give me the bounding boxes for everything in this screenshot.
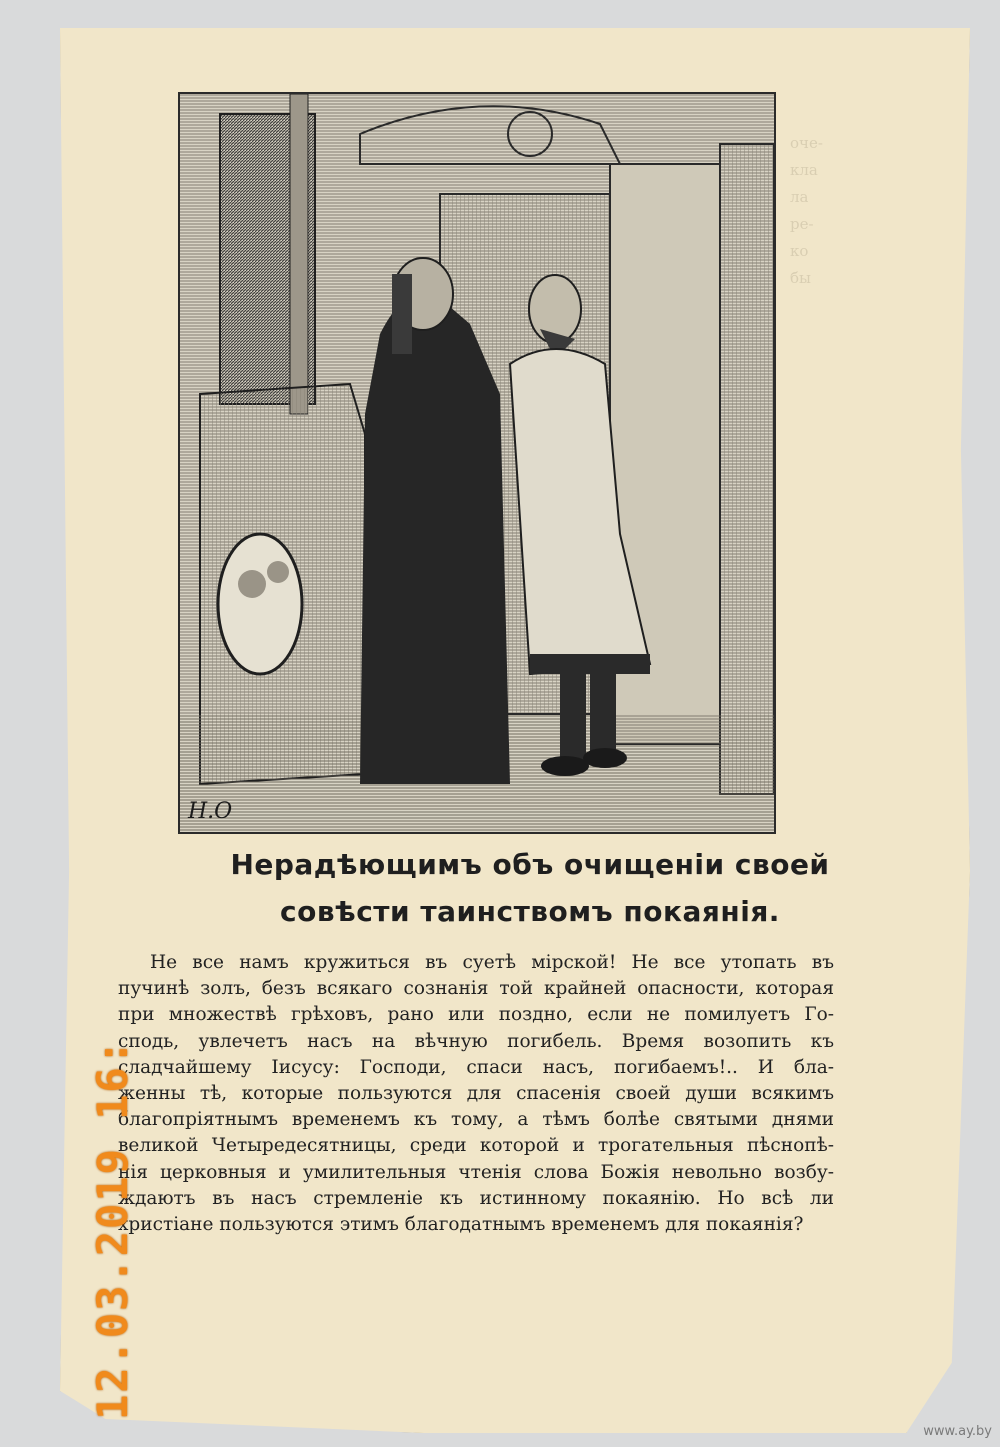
engraving-illustration bbox=[178, 92, 776, 834]
body-line: благопріятнымъ временемъ къ тому, а тѣмъ болѣе святыми днями bbox=[118, 1109, 834, 1131]
title-line-1: Нерадѣющимъ объ очищеніи своей bbox=[230, 848, 830, 881]
confession-scene-engraving bbox=[180, 94, 774, 832]
body-line: Не все намъ кружиться въ суетѣ мірской! Не все утопать въ bbox=[150, 952, 834, 973]
title-line-2: совѣсти таинствомъ покаянія. bbox=[280, 895, 780, 928]
body-line: при множествѣ грѣховъ, рано или поздно, если не помилуетъ Го- bbox=[118, 1004, 834, 1026]
body-line: женны тѣ, которые пользуются для спасенія своей души всякимъ bbox=[118, 1083, 834, 1105]
body-paragraph bbox=[118, 950, 834, 1238]
body-line: великой Четыредесятницы, среди которой и трогательныя пѣснопѣ- bbox=[118, 1135, 834, 1157]
body-line: пучинѣ золъ, безъ всякаго сознанія той крайней опасности, которая bbox=[118, 978, 834, 1000]
engraver-signature: Н.О bbox=[188, 799, 233, 824]
body-line: сладчайшему Іисусу: Господи, спаси насъ, погибаемъ!.. И бла- bbox=[118, 1056, 834, 1078]
body-line: христіане пользуются этимъ благодатнымъ временемъ для покаянія? bbox=[118, 1214, 804, 1236]
body-line: ждаютъ въ насъ стремленіе къ истинному покаянію. Но всѣ ли bbox=[118, 1187, 834, 1209]
body-line: сподь, увлечетъ насъ на вѣчную погибель. Время возопить къ bbox=[118, 1030, 834, 1052]
camera-date-stamp: 12.03.2019 16: bbox=[88, 1037, 137, 1420]
body-line: нія церковныя и умилительныя чтенія слова Божія невольно возбу- bbox=[118, 1161, 834, 1183]
site-watermark: www.ay.by bbox=[923, 1424, 992, 1439]
bleed-through-text: оче- кла ла ре- ко бы bbox=[790, 134, 823, 287]
